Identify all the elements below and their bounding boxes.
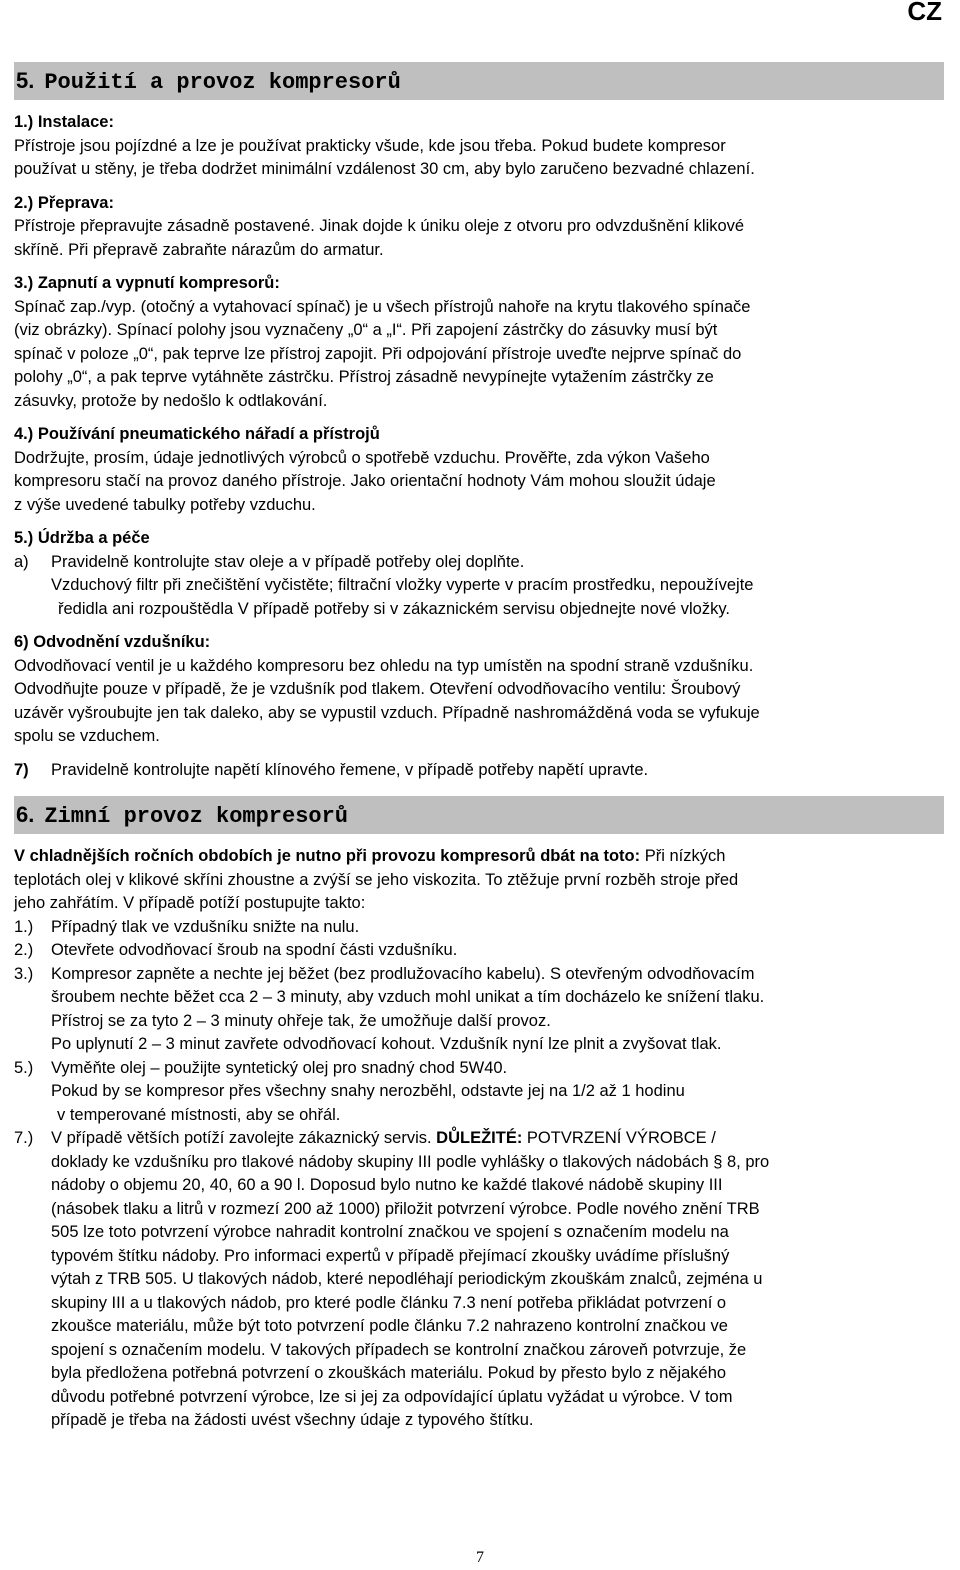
list-text: Případný tlak ve vzdušníku snižte na nulu. <box>51 917 360 936</box>
list-marker: 5.) <box>14 1058 34 1077</box>
list-item <box>14 551 944 575</box>
text-line: v temperované místnosti, aby se ohřál. <box>57 1105 341 1124</box>
text-line: zásuvky, protože by nedošlo k odtlakování. <box>14 391 328 410</box>
list-text: Pravidelně kontrolujte napětí klínového řemene, v případě potřeby napětí upravte. <box>51 760 649 779</box>
list-item <box>14 1127 944 1433</box>
text-line: (viz obrázky). Spínací polohy jsou vyznačeny „0“ a „I“. Při zapojení zástrčky do zásuvky musí být <box>14 321 718 339</box>
text-line: Vzduchový filtr při znečištění vyčistěte; filtrační vložky vyperte v pracím prostředku, nepoužívejte <box>51 576 754 594</box>
list-item <box>14 759 944 783</box>
text-line: Přístroje přepravujte zásadně postavené. Jinak dojde k úniku oleje z otvoru pro odvzdušnění klikové <box>14 217 745 235</box>
intro-bold: V chladnějších ročních obdobích je nutno při provozu kompresorů dbát na toto: <box>14 847 641 865</box>
list-marker: 7) <box>14 760 29 779</box>
text-line: skříně. Při přepravě zabraňte nárazům do armatur. <box>14 240 384 259</box>
section-title: Zimní provoz kompresorů <box>44 804 349 829</box>
section-5-heading <box>14 62 944 100</box>
text-line: Odvodňovací ventil je u každého kompresoru bez ohledu na typ umístěn na spodní straně vzdušníku. <box>14 656 754 675</box>
text-line: Vyměňte olej – použijte syntetický olej pro snadný chod 5W40. <box>51 1058 508 1077</box>
section-number: 5. <box>16 68 35 93</box>
text-line: z výše uvedené tabulky potřeby vzduchu. <box>14 495 316 514</box>
text-line: používat u stěny, je třeba dodržet minimální vzdálenost 30 cm, aby bylo zaručeno bezvadné chlazení. <box>14 160 755 178</box>
section-number: 6. <box>16 802 35 827</box>
text-line: teplotách olej v klikové skříni zhoustne a zvýší se jeho viskozita. To ztěžuje první rozběh stroje před <box>14 870 739 889</box>
list-marker: 2.) <box>14 941 34 959</box>
text-line: spolu se vzduchem. <box>14 727 160 745</box>
list-item <box>14 939 944 963</box>
document-page <box>14 62 944 1433</box>
text-line: 505 lze toto potvrzení výrobce nahradit kontrolní značkou ve spojení s označením modelu na <box>51 1223 729 1241</box>
text-line: doklady ke vzdušníku pro tlakové nádoby skupiny III podle vyhlášky o tlakových nádobách § 8, pro <box>51 1152 770 1171</box>
intro-rest: Při nízkých <box>640 847 726 865</box>
text-line: zkoušce materiálu, může být toto potvrzení podle článku 7.2 nahrazeno kontrolní značkou ve <box>51 1317 728 1335</box>
text-line: Dodržujte, prosím, údaje jednotlivých výrobců o spotřebě vzduchu. Prověřte, zda výkon Vašeho <box>14 448 710 467</box>
text-line: jeho zahřátím. V případě potíží postupujte takto: <box>14 894 366 912</box>
page-number: 7 <box>476 1549 484 1566</box>
text-line: skupiny III a u tlakových nádob, pro které podle článku 7.3 není potřeba přikládat potvrzení o <box>51 1293 727 1312</box>
text-line: Kompresor zapněte a nechte jej běžet (bez prodlužovacího kabelu). S otevřeným odvodňovacím <box>51 964 755 983</box>
list-text <box>51 963 944 1057</box>
section-6-heading <box>14 796 944 834</box>
text-line: spínač v poloze „0“, pak teprve lze přístroj zapojit. Při odpojování přístroje uveďte nejprve spínač do <box>14 344 742 363</box>
text-line: Přístroj se za tyto 2 – 3 minuty ohřeje tak, že umožňuje další provoz. <box>51 1011 551 1030</box>
install-heading: 1.) Instalace: <box>14 113 114 131</box>
list-item <box>14 1057 944 1128</box>
list-text <box>51 1057 944 1128</box>
text-line: uzávěr vyšroubujte jen tak daleko, aby se vypustil vzduch. Případně nashromážděná voda se vyfukuje <box>14 703 760 722</box>
list-text: Pravidelně kontrolujte stav oleje a v případě potřeby olej doplňte. <box>51 552 525 571</box>
text-line: Přístroje jsou pojízdné a lze je používat prakticky všude, kde jsou třeba. Pokud budete kompresor <box>14 136 726 155</box>
text-line: Odvodňujte pouze v případě, že je vzdušník pod tlakem. Otevření odvodňovacího ventilu: Šroubový <box>14 680 741 698</box>
list-marker: 1.) <box>14 917 34 936</box>
tools-heading: 4.) Používání pneumatického nářadí a přístrojů <box>14 425 380 443</box>
section-title: Použití a provoz kompresorů <box>44 70 401 95</box>
text-line: kompresoru stačí na provoz daného přístroje. Jako orientační hodnoty Vám mohou sloužit údaje <box>14 472 716 490</box>
text-line: šroubem nechte běžet cca 2 – 3 minuty, aby vzduch mohl unikat a tím docházelo ke snížení tlaku. <box>51 988 765 1006</box>
text-line: typovém štítku nádoby. Pro informaci expertů v případě přejímací zkoušky uvádíme příslušný <box>51 1246 730 1265</box>
text-line: POTVRZENÍ VÝROBCE / <box>522 1129 716 1147</box>
list-marker: a) <box>14 552 29 571</box>
text-line: Pokud by se kompresor přes všechny snahy nerozběhl, odstavte jej na 1/2 až 1 hodinu <box>51 1082 685 1100</box>
text-line: Po uplynutí 2 – 3 minut zavřete odvodňovací kohout. Vzdušník nyní lze plnit a zvyšovat tlak. <box>51 1035 722 1053</box>
text-line: ředidla ani rozpouštědla V případě potřeby si v zákaznickém servisu objednejte nové vložky. <box>58 599 730 618</box>
important-label: DŮLEŽITÉ: <box>436 1129 523 1147</box>
text-line <box>14 845 944 869</box>
text-line: nádoby o objemu 20, 40, 60 a 90 l. Doposud bylo nutno ke každé tlakové nádobě skupiny III <box>51 1176 723 1194</box>
drain-heading: 6) Odvodnění vzdušníku: <box>14 633 211 651</box>
list-text: Otevřete odvodňovací šroub na spodní části vzdušníku. <box>51 941 458 959</box>
text-line: Spínač zap./vyp. (otočný a vytahovací spínač) je u všech přístrojů nahoře na krytu tlakového spínače <box>14 297 751 316</box>
text-line: polohy „0“, a pak teprve vytáhněte zástrčku. Přístroj zásadně nevypínejte vytažením zástrčky ze <box>14 368 714 386</box>
list-marker: 3.) <box>14 964 34 983</box>
text-line: důvodu potřebné potvrzení výrobce, lze si jej za odpovídající úplatu vyžádat u výrobce. V tom <box>51 1387 733 1406</box>
list-text <box>51 1127 944 1433</box>
transport-heading: 2.) Přeprava: <box>14 193 114 212</box>
text-line: byla předložena potřebná potvrzení o zkouškách materiálu. Pokud by přesto bylo z nějakého <box>51 1364 727 1382</box>
text-line: (násobek tlaku a litrů v rozmezí 200 až 1000) přiložit potvrzení výrobce. Podle nového znění TRB <box>51 1199 760 1218</box>
list-item <box>14 963 944 1057</box>
maintenance-heading: 5.) Údržba a péče <box>14 529 150 547</box>
text-line: V případě větších potíží zavolejte zákaznický servis. <box>51 1129 437 1147</box>
text-line: výtah z TRB 505. U tlakových nádob, které nepodléhají periodickým zkouškám znalců, zejména u <box>51 1270 763 1288</box>
list-marker: 7.) <box>14 1129 34 1147</box>
switch-heading: 3.) Zapnutí a vypnutí kompresorů: <box>14 274 280 292</box>
text-line: případě je třeba na žádosti uvést všechny údaje z typového štítku. <box>51 1411 534 1429</box>
text-line: spojení s označením modelu. V takových případech se kontrolní značkou zároveň potvrzuje, že <box>51 1340 747 1359</box>
list-item <box>14 916 944 940</box>
language-code: CZ <box>907 0 942 26</box>
